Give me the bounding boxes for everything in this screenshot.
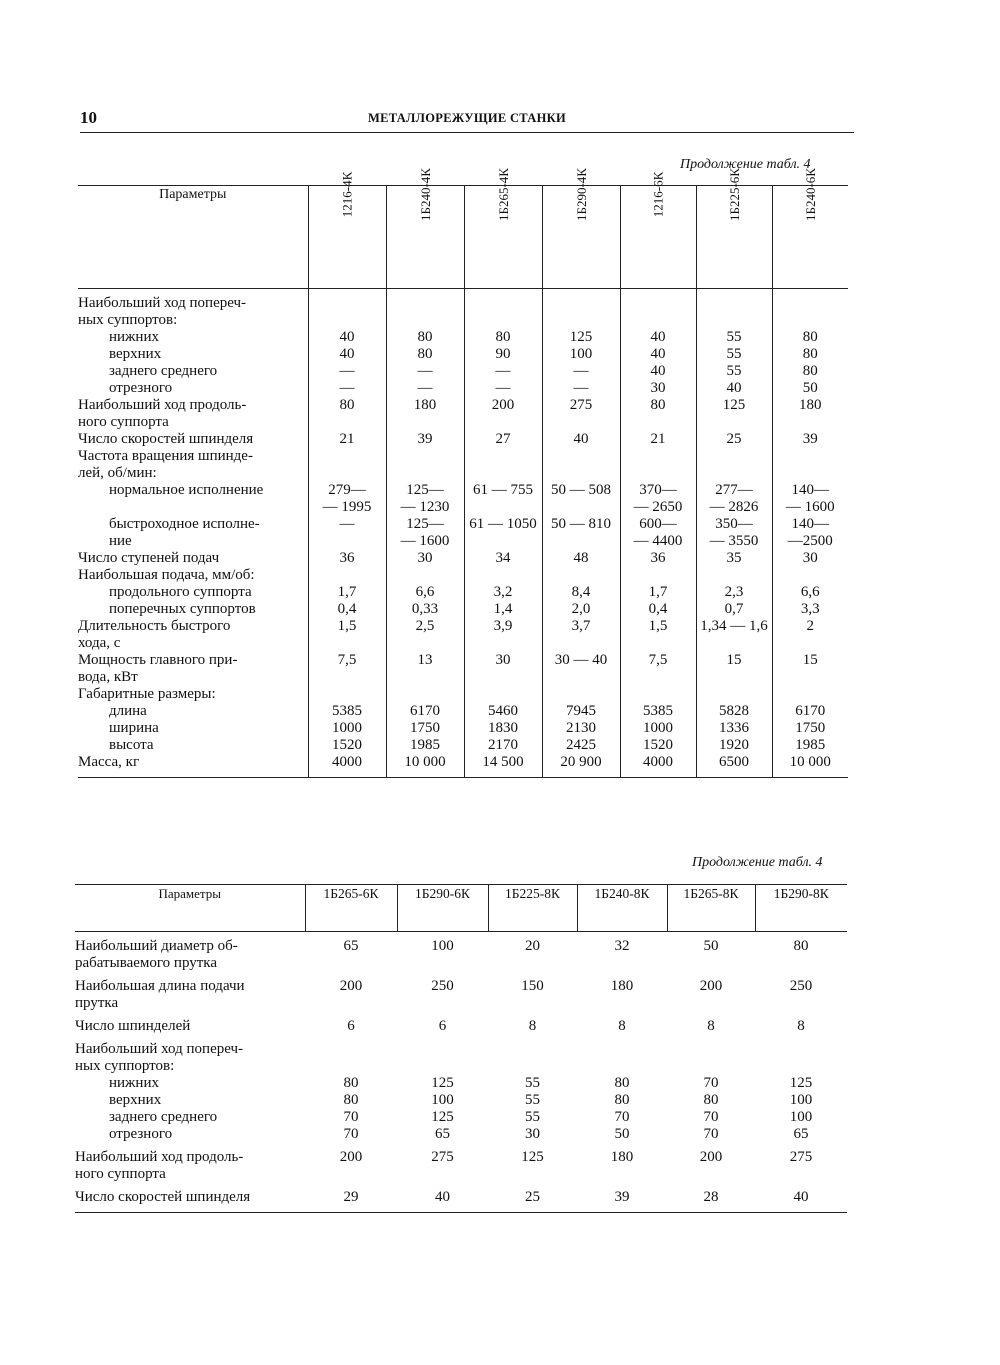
cell: 80 [614, 1075, 630, 1091]
cell: 2,0 [542, 601, 620, 618]
table-row [78, 584, 848, 601]
cell: 3,3 [772, 601, 848, 618]
cell: 0,4 [620, 601, 696, 618]
row-label: Наибольший ход попереч- ных суппортов: [75, 1041, 244, 1074]
cell: 40 [620, 329, 696, 346]
column-header-model: 1Б290-8К [755, 885, 847, 932]
cell: 70 [614, 1109, 630, 1125]
cell: 1336 [696, 720, 772, 737]
row-label: нормальное исполнение [109, 482, 264, 498]
table-row [75, 1075, 847, 1092]
row-label: отрезного [109, 380, 173, 396]
cell: 29 [343, 1189, 359, 1205]
column-header-model: 1Б265-6К [305, 885, 397, 932]
cell: 6170 [772, 703, 848, 720]
cell: 140— — 1600 [772, 482, 848, 516]
cell: 6,6 [772, 584, 848, 601]
cell: 90 [464, 346, 542, 363]
cell: 80 [793, 938, 809, 954]
row-label: Число скоростей шпинделя [75, 1189, 251, 1205]
table-row [75, 1018, 847, 1035]
column-header-model [308, 171, 386, 289]
cell: 180 [386, 397, 464, 431]
row-label: заднего среднего [109, 1109, 218, 1125]
cell: 80 [386, 346, 464, 363]
cell: 7945 [542, 703, 620, 720]
cell: 70 [703, 1109, 719, 1125]
cell: 3,2 [464, 584, 542, 601]
cell: 1,7 [308, 584, 386, 601]
row-label: Наибольший ход продоль- ного суппорта [78, 397, 247, 430]
cell: 275 [431, 1149, 454, 1165]
table-row [78, 737, 848, 754]
row-label: Число ступеней подач [78, 550, 220, 566]
cell: 100 [431, 938, 454, 954]
cell: 8 [707, 1018, 715, 1034]
cell: 200 [464, 397, 542, 431]
cell: 27 [464, 431, 542, 448]
cell: 1,4 [464, 601, 542, 618]
cell: 0,7 [696, 601, 772, 618]
cell: 15 [772, 652, 848, 686]
cell: 3,9 [464, 618, 542, 652]
cell: 1,34 — 1,6 [696, 618, 772, 652]
row-label: Мощность главного при- вода, кВт [78, 652, 238, 685]
table-row [78, 363, 848, 380]
cell: 1830 [464, 720, 542, 737]
column-header-parameters: Параметры [75, 885, 305, 932]
cell: 4000 [308, 754, 386, 771]
cell: 2,3 [696, 584, 772, 601]
cell: 65 [343, 938, 359, 954]
table-row [78, 720, 848, 737]
row-label: ширина [109, 720, 159, 736]
model-label: 1Б240-4К [417, 168, 433, 221]
cell: 13 [386, 652, 464, 686]
cell: 100 [789, 1092, 813, 1108]
cell: 8 [528, 1018, 537, 1034]
cell: 21 [308, 431, 386, 448]
cell: 50 [703, 938, 719, 954]
table-row [78, 448, 848, 482]
cell: 30 [525, 1126, 540, 1142]
cell: 10 000 [772, 754, 848, 771]
cell: 50 — 810 [542, 516, 620, 550]
cell: 275 [789, 1149, 813, 1165]
table-row [78, 550, 848, 567]
row-label: заднего среднего [109, 363, 218, 379]
cell: — [464, 363, 542, 380]
cell: 65 [435, 1126, 450, 1142]
column-header-model [620, 171, 696, 289]
table-row [75, 1109, 847, 1126]
column-header-model [542, 168, 620, 289]
cell: 6500 [696, 754, 772, 771]
cell: 55 [696, 346, 772, 363]
cell: 125 [696, 397, 772, 431]
table-row [78, 295, 848, 329]
cell: 8 [797, 1018, 805, 1034]
cell: 125— — 1600 [386, 516, 464, 550]
table-row [78, 482, 848, 516]
cell: 8 [618, 1018, 626, 1034]
cell: — [308, 363, 386, 380]
cell: 125 [431, 1075, 454, 1091]
cell: 80 [308, 397, 386, 431]
table-row [78, 380, 848, 397]
cell: 15 [696, 652, 772, 686]
cell: 250 [431, 978, 454, 994]
cell: 1,7 [620, 584, 696, 601]
cell: 370— — 2650 [620, 482, 696, 516]
table-row [78, 431, 848, 448]
cell: 40 [696, 380, 772, 397]
cell: — [386, 380, 464, 397]
cell: — [386, 363, 464, 380]
cell: 32 [614, 938, 630, 954]
cell: 80 [343, 1075, 359, 1091]
cell: 61 — 755 [464, 482, 542, 516]
cell: 40 [308, 346, 386, 363]
table2-continuation-note: Продолжение табл. 4 [692, 855, 823, 870]
cell: 1520 [308, 737, 386, 754]
cell: 20 [525, 938, 540, 954]
cell: 125 [431, 1109, 454, 1125]
model-label: 1Б240-6К [802, 168, 818, 221]
cell: 10 000 [386, 754, 464, 771]
cell: 8,4 [542, 584, 620, 601]
column-header-model [386, 168, 464, 289]
cell: 80 [772, 329, 848, 346]
cell: 35 [696, 550, 772, 567]
cell: 14 500 [464, 754, 542, 771]
cell: 125— — 1230 [386, 482, 464, 516]
cell: 7,5 [308, 652, 386, 686]
cell: 80 [614, 1092, 630, 1108]
cell: 2170 [464, 737, 542, 754]
column-header-parameters: Параметры [78, 186, 308, 289]
cell: 80 [703, 1092, 719, 1108]
cell: 1985 [386, 737, 464, 754]
row-label: верхних [109, 1092, 162, 1108]
cell: 6,6 [386, 584, 464, 601]
cell: 40 [542, 431, 620, 448]
cell: 180 [772, 397, 848, 431]
specs-table-1 [78, 168, 848, 778]
column-header-model [772, 168, 848, 289]
cell: 40 [435, 1189, 450, 1205]
cell: — [542, 363, 620, 380]
cell: — [542, 380, 620, 397]
cell: 25 [696, 431, 772, 448]
row-label: Наибольшая длина подачи прутка [75, 978, 245, 1011]
table-header-row [75, 885, 847, 932]
table-row [75, 938, 847, 972]
cell: 140— —2500 [772, 516, 848, 550]
table-row [78, 397, 848, 431]
cell: 55 [525, 1109, 540, 1125]
row-label: Габаритные размеры: [78, 686, 216, 702]
cell: 1750 [772, 720, 848, 737]
cell: 50 [614, 1126, 630, 1142]
cell: 28 [703, 1189, 719, 1205]
column-header-model [464, 168, 542, 289]
cell: 200 [699, 978, 723, 994]
row-label: Наибольшая подача, мм/об: [78, 567, 255, 583]
cell: 39 [386, 431, 464, 448]
cell: — [308, 380, 386, 397]
cell: 80 [620, 397, 696, 431]
cell: 30 — 40 [542, 652, 620, 686]
running-title: МЕТАЛЛОРЕЖУЩИЕ СТАНКИ [367, 111, 567, 125]
cell: — [464, 380, 542, 397]
table-row [78, 754, 848, 771]
table-row [78, 652, 848, 686]
table-row [75, 1041, 847, 1075]
cell: 70 [343, 1126, 359, 1142]
cell: 61 — 1050 [464, 516, 542, 550]
table-row [75, 978, 847, 1012]
cell: 39 [772, 431, 848, 448]
row-label: нижних [109, 1075, 159, 1091]
cell: 36 [620, 550, 696, 567]
cell: 100 [431, 1092, 454, 1108]
cell: 1000 [620, 720, 696, 737]
table-row [75, 1092, 847, 1109]
model-label: 1Б225-6К [726, 168, 742, 221]
row-label: быстроходное исполне- ние [109, 516, 260, 549]
table-row [78, 346, 848, 363]
cell: 30 [620, 380, 696, 397]
cell: 25 [525, 1189, 540, 1205]
cell: 5828 [696, 703, 772, 720]
cell: 0,4 [308, 601, 386, 618]
cell: 600— — 4400 [620, 516, 696, 550]
cell: 55 [696, 329, 772, 346]
cell: 200 [339, 978, 363, 994]
cell: 275 [542, 397, 620, 431]
cell: 34 [464, 550, 542, 567]
row-label: высота [109, 737, 154, 753]
cell: 55 [696, 363, 772, 380]
row-label: Число шпинделей [75, 1018, 191, 1034]
row-label: длина [109, 703, 147, 719]
cell: 6170 [386, 703, 464, 720]
cell: 80 [772, 346, 848, 363]
cell: 55 [525, 1075, 540, 1091]
table-row [78, 567, 848, 584]
cell: 70 [703, 1126, 719, 1142]
cell: 30 [772, 550, 848, 567]
cell: 2 [772, 618, 848, 652]
cell: 277— — 2826 [696, 482, 772, 516]
row-label: Длительность быстрого хода, с [78, 618, 231, 651]
specs-table-2 [75, 884, 847, 1213]
cell: 125 [521, 1149, 544, 1165]
cell: 4000 [620, 754, 696, 771]
cell: 180 [610, 1149, 634, 1165]
cell: 1985 [772, 737, 848, 754]
row-label: Частота вращения шпинде- лей, об/мин: [78, 448, 253, 481]
table-row [78, 516, 848, 550]
cell: 50 [772, 380, 848, 397]
row-label: Число скоростей шпинделя [78, 431, 254, 447]
cell: 350— — 3550 [696, 516, 772, 550]
cell: 40 [620, 363, 696, 380]
cell: 21 [620, 431, 696, 448]
model-label: 1216-6К [650, 171, 666, 218]
cell: 40 [793, 1189, 809, 1205]
column-header-model: 1Б290-6К [397, 885, 488, 932]
row-label: поперечных суппортов [109, 601, 256, 617]
cell: 39 [614, 1189, 630, 1205]
cell: 36 [308, 550, 386, 567]
cell: 180 [610, 978, 634, 994]
cell: 6 [438, 1018, 447, 1034]
cell: 125 [789, 1075, 813, 1091]
row-label: Масса, кг [78, 754, 140, 770]
table-row [78, 601, 848, 618]
cell: 1,5 [308, 618, 386, 652]
cell: 6 [347, 1018, 355, 1034]
model-label: 1Б290-4К [573, 168, 589, 221]
model-label: 1Б265-4К [495, 168, 511, 221]
cell: 50 — 508 [542, 482, 620, 516]
cell: 70 [343, 1109, 359, 1125]
row-label: Наибольший ход попереч- ных суппортов: [78, 295, 247, 328]
cell: 1920 [696, 737, 772, 754]
column-header-model [696, 168, 772, 289]
row-label: нижних [109, 329, 159, 345]
cell: 279— — 1995 [308, 482, 386, 516]
cell: 0,33 [386, 601, 464, 618]
column-header-model: 1Б240-8К [577, 885, 667, 932]
cell: 80 [772, 363, 848, 380]
table-row [75, 1189, 847, 1206]
cell: 7,5 [620, 652, 696, 686]
table-row [78, 618, 848, 652]
cell: 100 [789, 1109, 813, 1125]
column-header-model: 1Б265-8К [667, 885, 755, 932]
table-row [78, 703, 848, 720]
cell: 48 [542, 550, 620, 567]
cell: 1000 [308, 720, 386, 737]
table1-continuation-note: Продолжение табл. 4 [680, 157, 811, 172]
cell: 80 [386, 329, 464, 346]
cell: 40 [308, 329, 386, 346]
cell: 1,5 [620, 618, 696, 652]
cell: 1520 [620, 737, 696, 754]
cell: 80 [343, 1092, 359, 1108]
column-header-model: 1Б225-8К [488, 885, 577, 932]
cell: — [308, 516, 386, 550]
cell: 1750 [386, 720, 464, 737]
row-label: Наибольший диаметр об- рабатываемого прутка [75, 938, 238, 971]
page-number: 10 [80, 108, 97, 127]
cell: 100 [542, 346, 620, 363]
cell: 125 [542, 329, 620, 346]
model-label: 1216-4К [339, 171, 355, 218]
table-row [78, 329, 848, 346]
table-header-row [78, 186, 848, 289]
cell: 65 [793, 1126, 809, 1142]
cell: 250 [789, 978, 813, 994]
cell: 30 [386, 550, 464, 567]
cell: 2130 [542, 720, 620, 737]
cell: 150 [521, 978, 544, 994]
cell: 200 [339, 1149, 363, 1165]
cell: 5385 [308, 703, 386, 720]
row-label: продольного суппорта [109, 584, 252, 600]
cell: 2,5 [386, 618, 464, 652]
cell: 80 [464, 329, 542, 346]
cell: 20 900 [542, 754, 620, 771]
cell: 40 [620, 346, 696, 363]
page-header [80, 108, 854, 133]
cell: 200 [699, 1149, 723, 1165]
cell: 30 [464, 652, 542, 686]
cell: 55 [525, 1092, 540, 1108]
table-row [75, 1149, 847, 1183]
table-row [75, 1126, 847, 1143]
table-row [78, 686, 848, 703]
cell: 3,7 [542, 618, 620, 652]
cell: 70 [703, 1075, 719, 1091]
cell: 2425 [542, 737, 620, 754]
row-label: Наибольший ход продоль- ного суппорта [75, 1149, 244, 1182]
cell: 5385 [620, 703, 696, 720]
cell: 5460 [464, 703, 542, 720]
row-label: верхних [109, 346, 162, 362]
row-label: отрезного [109, 1126, 173, 1142]
